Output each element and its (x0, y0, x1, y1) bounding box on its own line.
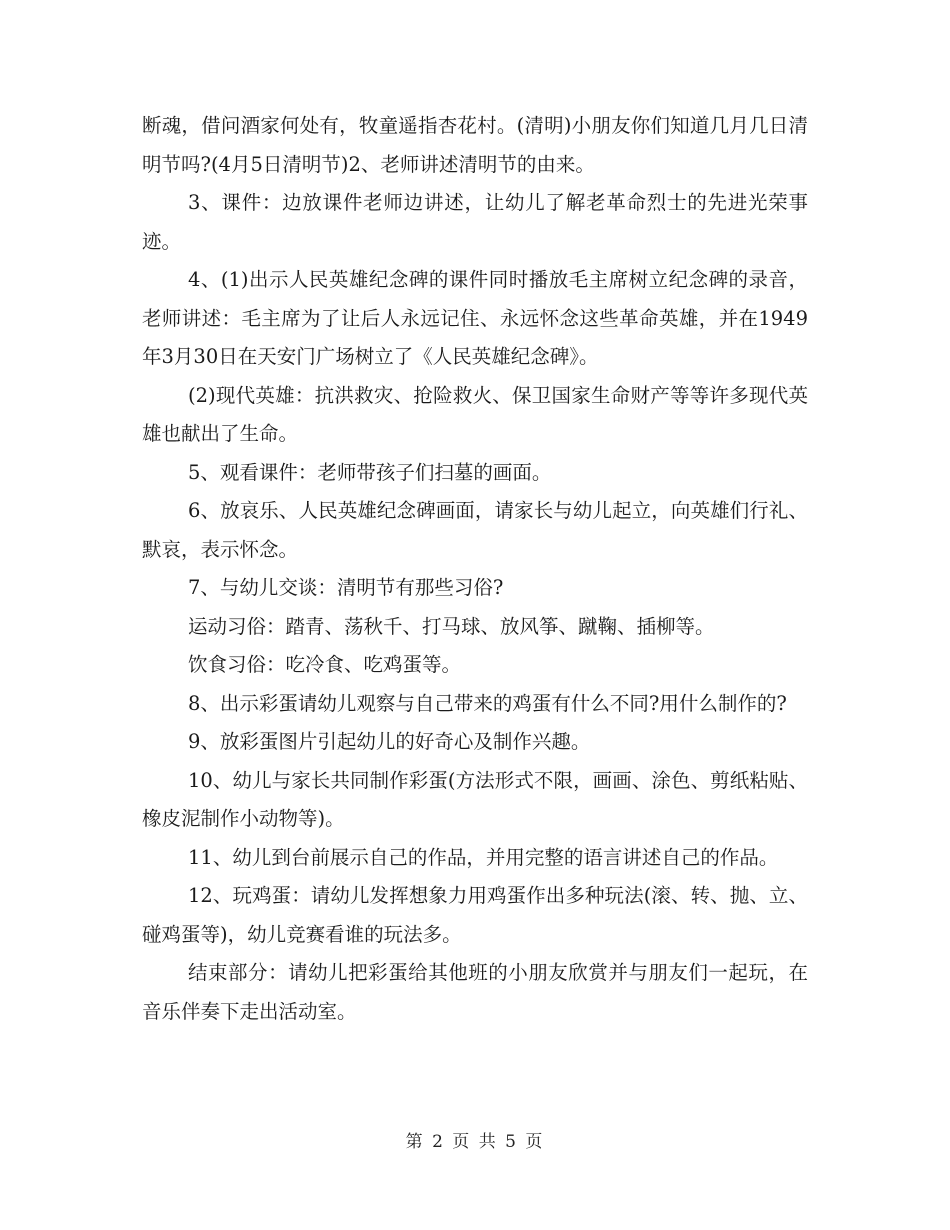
paragraph-step-11: 11、幼儿到台前展示自己的作品，并用完整的语言讲述自己的作品。 (188, 845, 779, 869)
paragraph-step-4-modern-heroes: (2)现代英雄：抗洪救灾、抢险救火、保卫国家生命财产等等许多现代英雄也献出了生命。 (142, 383, 808, 445)
paragraph-step-5: 5、观看课件：老师带孩子们扫墓的画面。 (188, 460, 552, 484)
page-number-footer: 第 2 页 共 5 页 (405, 1132, 545, 1152)
paragraph-step-3: 3、课件：边放课件老师边讲述，让幼儿了解老革命烈士的先进光荣事迹。 (142, 191, 808, 253)
document-body (142, 107, 808, 1031)
paragraph-conclusion: 结束部分：请幼儿把彩蛋给其他班的小朋友欣赏并与朋友们一起玩，在音乐伴奏下走出活动室。 (142, 961, 808, 1023)
paragraph-step-9: 9、放彩蛋图片引起幼儿的好奇心及制作兴趣。 (188, 730, 591, 753)
paragraph-step-6: 6、放哀乐、人民英雄纪念碑画面，请家长与幼儿起立，向英雄们行礼、默哀，表示怀念。 (142, 499, 808, 561)
paragraph-step-10: 10、幼儿与家长共同制作彩蛋(方法形式不限，画画、涂色、剪纸粘贴、橡皮泥制作小动物等)。 (142, 768, 808, 830)
paragraph-food-customs: 饮食习俗：吃冷食、吃鸡蛋等。 (188, 653, 462, 676)
paragraph-sports-customs: 运动习俗：踏青、荡秋千、打马球、放风筝、蹴鞠、插柳等。 (188, 614, 715, 638)
paragraph-step-12: 12、玩鸡蛋：请幼儿发挥想象力用鸡蛋作出多种玩法(滚、转、抛、立、碰鸡蛋等)，幼儿竞赛看谁的玩法多。 (142, 884, 808, 946)
paragraph-step-4: 4、(1)出示人民英雄纪念碑的课件同时播放毛主席树立纪念碑的录音，老师讲述：毛主席为了让后人永远记住、永远怀念这些革命英雄，并在1949年3月30日在天安门广场树立了《人民英雄纪念碑》。 (142, 268, 808, 368)
paragraph-continuation: 断魂，借问酒家何处有，牧童遥指杏花村。(清明)小朋友你们知道几月几日清明节吗?(4月5日清明节)2、老师讲述清明节的由来。 (142, 114, 808, 176)
paragraph-step-7: 7、与幼儿交谈：清明节有那些习俗? (188, 576, 504, 599)
paragraph-step-8: 8、出示彩蛋请幼儿观察与自己带来的鸡蛋有什么不同?用什么制作的? (188, 691, 787, 715)
